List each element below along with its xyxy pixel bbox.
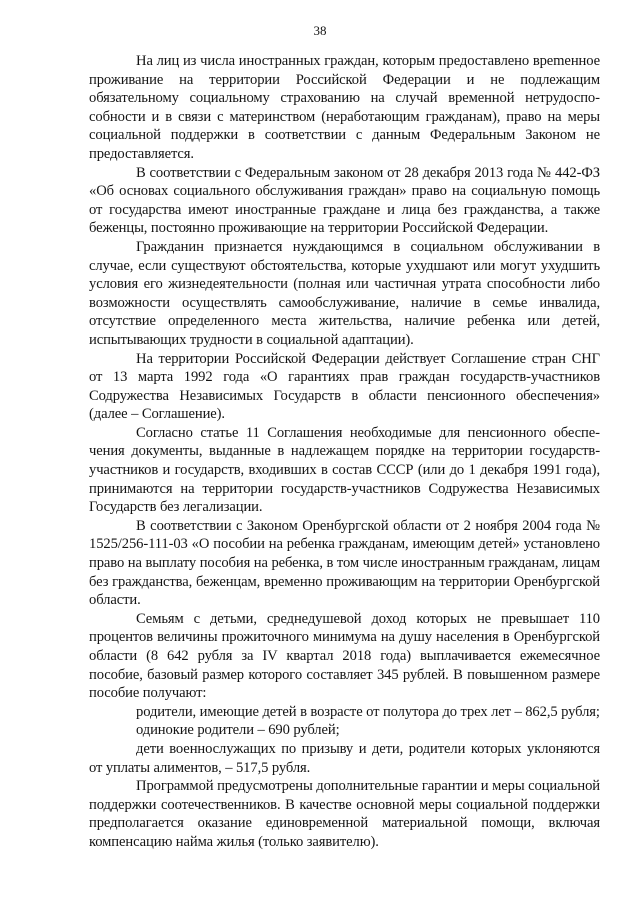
- paragraph: Семьям с детьми, среднедушевой доход которых не превышает 110 процентов величины прожиточного минимума на душу населения в Оренбургской области (8 642 рубля за IV квартал 2018 года) выплачивается ежемесячное пособие, базовый размер которого составляет 345 рублей. В повышенном размере пособие получают:: [89, 610, 600, 702]
- paragraph: На территории Российской Федерации действует Соглашение стран СНГ от 13 марта 1992 года «О гарантиях прав граждан государств-участников Содружества Независимых Государств в области пенсионного обеспечения» (далее – Соглашение).: [89, 350, 600, 423]
- document-body: [89, 52, 600, 852]
- paragraph: Программой предусмотрены дополнительные гарантии и меры социальной поддержки соотечественников. В качестве основной меры социальной поддержки предполагается оказание единовременной материальной помощи, включая компенсацию найма жилья (только заявителю).: [89, 778, 600, 850]
- list-item: одинокие родители – 690 рублей;: [136, 722, 340, 739]
- paragraph: На лиц из числа иностранных граждан, которым предоставлено вреmенное проживание на территории Российской Федерации и не подлежащим обязательному социальному страхованию на случай временной нетрудоспособности и в связи с материнством (неработающим гражданам), право на меры социальной поддержки в соответствии с данным Федеральным Законом не предоставляется.: [89, 53, 600, 162]
- list-item: родители, имеющие детей в возрасте от полутора до трех лет – 862,5 рубля;: [136, 703, 600, 720]
- list-item: дети военнослужащих по призыву и дети, родители которых уклоняются от уплаты алиментов, – 517,5 рубля.: [89, 740, 600, 776]
- paragraph: Гражданин признается нуждающимся в социальном обслуживании в случае, если существуют обстоятельства, которые ухудшают или могут ухудшить условия его жизнедеятельности (полная или частичная утрата способности либо возможности осуществлять самообслуживание, наличие в семье инвалида, отсутствие определенного места жительства, наличие ребенка или детей, испытывающих трудности в социальной адаптации).: [89, 238, 600, 348]
- paragraph: В соответствии с Законом Оренбургской области от 2 ноября 2004 года № 1525/256-111-03 «О пособии на ребенка гражданам, имеющим детей» установлено право на выплату пособия на ребенка, в том числе иностранным гражданам, лицам без гражданства, беженцам, временно проживающим на территории Оренбургской области.: [89, 517, 600, 609]
- page-number: 38: [313, 23, 327, 38]
- paragraph: Согласно статье 11 Соглашения необходимые для пенсионного обеспечения документы, выданные в надлежащем порядке на территории государств-участников и государств, входивших в состав СССР (или до 1 декабря 1991 года), принимаются на территории государств-участников Содружества Независимых Государств без легализации.: [89, 424, 600, 516]
- paragraph: В соответствии с Федеральным законом от 28 декабря 2013 года № 442-ФЗ «Об основах социального обслуживания граждан» право на социальную помощь от государства имеют иностранные граждане и лица без гражданства, а также беженцы, постоянно проживающие на территории Российской Федерации.: [89, 164, 600, 237]
